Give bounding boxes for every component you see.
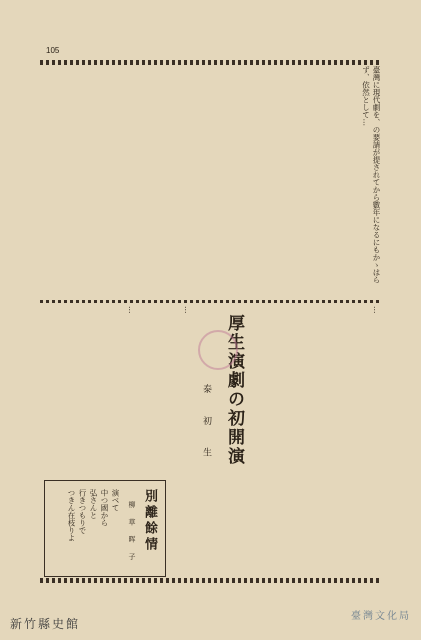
- top-decorative-rule: [40, 60, 381, 65]
- middle-divider: [40, 300, 381, 303]
- article-left-column: …: [127, 306, 136, 314]
- poem-line: つきん在枝りよ: [67, 489, 76, 542]
- stamp-mark: [198, 330, 238, 370]
- poem-line: 中つ國から: [100, 489, 109, 527]
- article-middle-column: …: [183, 306, 192, 314]
- top-article-text: 臺灣に現代劇を、の要請が提されてから數年になるにもかゝはらず、依然として…: [361, 66, 381, 284]
- footer-left-text: 新竹縣史館: [10, 617, 81, 631]
- poem-title: 別離餘情: [142, 489, 157, 553]
- bottom-decorative-rule: [40, 578, 381, 583]
- article-author: 泰 初 生: [201, 384, 211, 467]
- article-right-column: …: [372, 306, 381, 314]
- article-title: 厚生演劇の初開演: [224, 314, 244, 466]
- poem-author: 柳 草 晖 子: [128, 501, 136, 564]
- poem-line: 演ベて: [111, 489, 120, 512]
- poem-box: [44, 480, 166, 577]
- poem-lines: [51, 489, 121, 569]
- poem-line: 弘さんと: [89, 489, 98, 519]
- poem-line: 行きつもりで: [78, 489, 87, 534]
- footer-right-text: 臺灣文化局: [351, 611, 411, 622]
- page-number: 105: [46, 46, 60, 55]
